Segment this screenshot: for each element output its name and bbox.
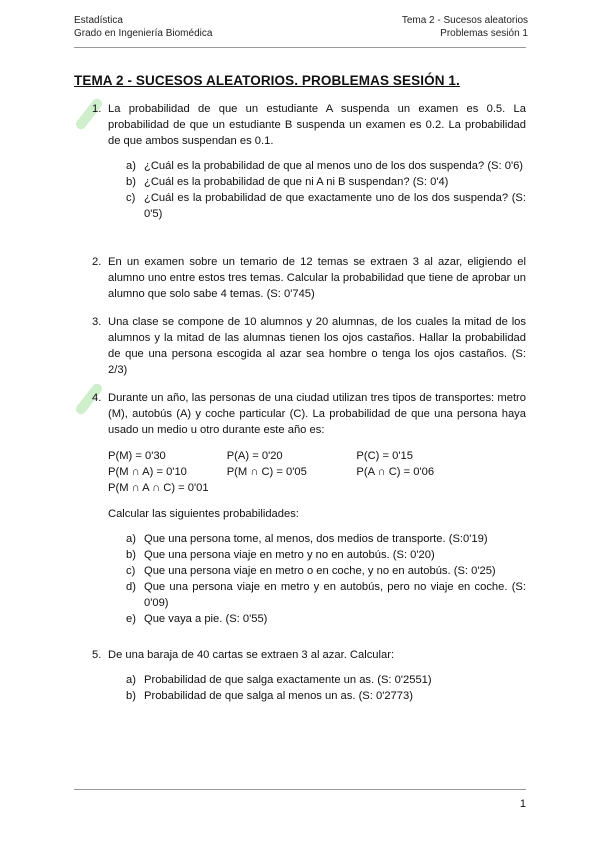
sub-question-label: b) — [126, 690, 136, 702]
sub-question-list — [126, 158, 526, 222]
problem-1 — [92, 101, 526, 222]
problem-text: La probabilidad de que un estudiante A suspenda un examen es 0.5. La probabilidad de que un estudiante B suspenda un examen es 0.2. La probabilidad de que ambos suspendan es 0.1. — [108, 103, 526, 147]
problem-number: 1. — [92, 103, 102, 115]
probability-value: P(M ∩ A) = 0'10 — [108, 466, 187, 478]
sub-question-list — [126, 531, 526, 627]
sub-question-text: Probabilidad de que salga al menos un as. (S: 0'2773) — [144, 690, 413, 702]
topic-name: Tema 2 - Sucesos aleatorios — [401, 15, 528, 26]
footer-divider — [74, 789, 526, 790]
sub-question-label: d) — [126, 581, 136, 593]
probability-value: P(M) = 0'30 — [108, 450, 166, 462]
sub-question-label: a) — [126, 674, 136, 686]
page-number: 1 — [519, 798, 526, 810]
sub-question-text: ¿Cuál es la probabilidad de que al menos uno de los dos suspenda? (S: 0'6) — [144, 160, 524, 172]
sub-question-text: Que una persona tome, al menos, dos medios de transporte. (S:0'19) — [144, 533, 488, 545]
sub-question-label: b) — [126, 176, 136, 188]
problem-text: De una baraja de 40 cartas se extraen 3 al azar. Calcular: — [108, 649, 395, 661]
sub-question-label: e) — [126, 613, 136, 625]
page-title: TEMA 2 - SUCESOS ALEATORIOS. PROBLEMAS SESIÓN 1. — [74, 73, 460, 88]
problem-number: 5. — [92, 649, 102, 661]
problem-4 — [92, 390, 526, 627]
problem-text: Durante un año, las personas de una ciudad utilizan tres tipos de transportes: metro (M), autobús (A) y coche particular (C). La probabilidad de que una persona haya usado un medio u otro durante este año es: — [108, 392, 526, 436]
sub-question — [126, 531, 526, 547]
sub-question-text: Que vaya a pie. (S: 0'55) — [144, 613, 268, 625]
probability-row — [108, 480, 526, 496]
sub-question-label: b) — [126, 549, 136, 561]
problem-number: 3. — [92, 316, 102, 328]
sub-question-label: a) — [126, 160, 136, 172]
course-name: Estadística — [74, 15, 123, 26]
session-name: Problemas sesión 1 — [440, 28, 528, 39]
sub-question-label: c) — [126, 565, 136, 577]
probability-value: P(M ∩ A ∩ C) = 0'01 — [108, 482, 209, 494]
sub-question — [126, 190, 526, 222]
sub-question — [126, 611, 526, 627]
instruction-text: Calcular las siguientes probabilidades: — [108, 508, 299, 520]
sub-question — [126, 158, 526, 174]
probability-table — [108, 448, 526, 496]
probability-value: P(A ∩ C) = 0'06 — [356, 466, 435, 478]
probability-value: P(M ∩ C) = 0'05 — [226, 466, 307, 478]
degree-name: Grado en Ingeniería Biomédica — [74, 28, 213, 39]
problem-text: Una clase se compone de 10 alumnos y 20 alumnas, de los cuales la mitad de los alumnos y la mitad de las alumnas tienen los ojos castaños. Hallar la probabilidad de que una persona escogida al azar sea hombre o tenga los ojos castaños. (S: 2/3) — [108, 316, 526, 376]
problem-number: 4. — [92, 392, 102, 404]
sub-question-label: a) — [126, 533, 136, 545]
probability-row — [108, 464, 526, 480]
header-right — [402, 14, 528, 40]
problem-5 — [92, 647, 526, 704]
header-left — [74, 14, 212, 40]
sub-question-text: ¿Cuál es la probabilidad de que ni A ni B suspendan? (S: 0'4) — [144, 176, 449, 188]
probability-value: P(A) = 0'20 — [226, 450, 283, 462]
header-divider — [74, 47, 526, 48]
sub-question-text: Probabilidad de que salga exactamente un as. (S: 0'2551) — [144, 674, 432, 686]
sub-question — [126, 563, 526, 579]
probability-row — [108, 448, 526, 464]
problem-3 — [92, 314, 526, 378]
probability-value: P(C) = 0'15 — [356, 450, 413, 462]
problem-number: 2. — [92, 256, 102, 268]
sub-question-text: ¿Cuál es la probabilidad de que exactamente uno de los dos suspenda? (S: 0'5) — [144, 192, 526, 220]
sub-question — [126, 547, 526, 563]
sub-question — [126, 688, 526, 704]
sub-question-text: Que una persona viaje en metro y no en autobús. (S: 0'20) — [144, 549, 435, 561]
sub-question-list — [126, 672, 526, 704]
sub-question — [126, 174, 526, 190]
sub-question — [126, 579, 526, 611]
sub-question-label: c) — [126, 192, 136, 204]
sub-question — [126, 672, 526, 688]
problem-text: En un examen sobre un temario de 12 temas se extraen 3 al azar, eligiendo el alumno uno entre estos tres temas. Calcular la probabilidad que tiene de aprobar un alumno que solo sabe 4 temas. (S: 0'745) — [108, 256, 526, 300]
problem-2 — [92, 254, 526, 302]
sub-question-text: Que una persona viaje en metro y en autobús, pero no viaje en coche. (S: 0'09) — [144, 581, 526, 609]
sub-question-text: Que una persona viaje en metro o en coche, y no en autobús. (S: 0'25) — [144, 565, 496, 577]
